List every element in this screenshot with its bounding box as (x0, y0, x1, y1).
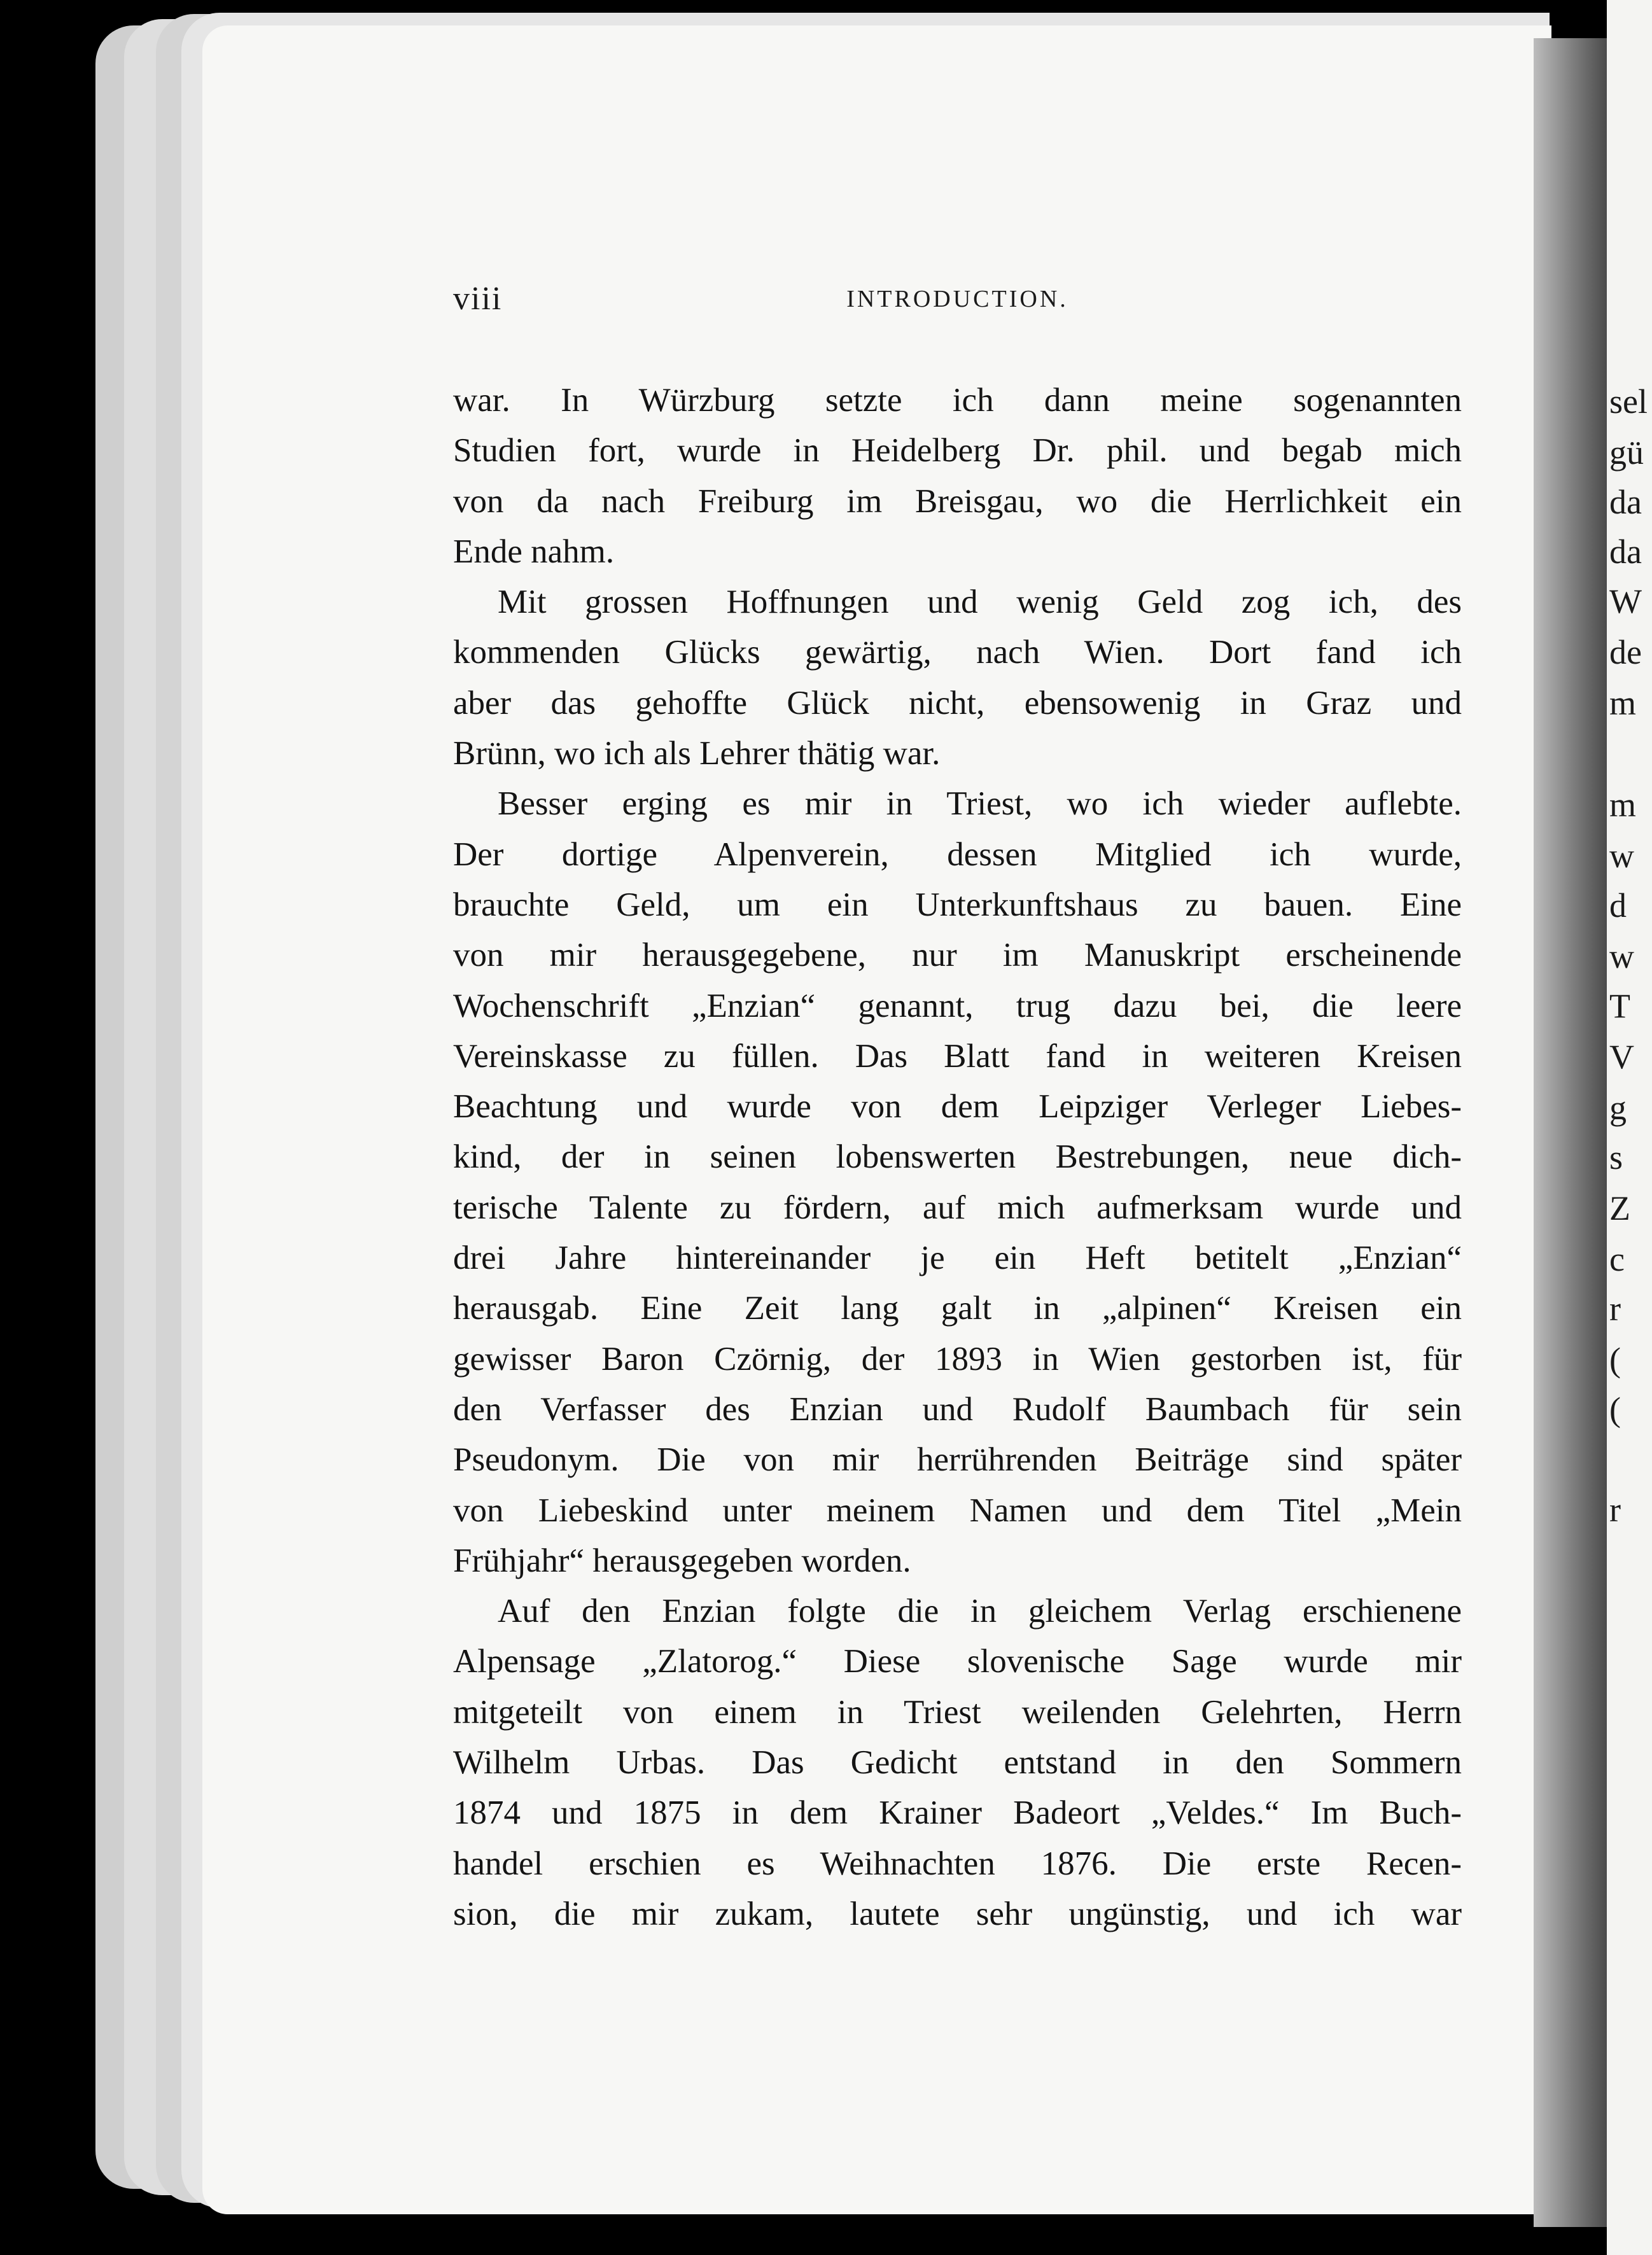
facing-page-fragment: V (1609, 1038, 1634, 1076)
facing-page-fragment: d (1609, 886, 1627, 925)
text-line: Beachtung und wurde von dem Leipziger Verleger Liebes- (453, 1088, 1462, 1126)
facing-page (1607, 0, 1652, 2255)
paragraph (453, 779, 1462, 1586)
facing-page-fragment: da (1609, 533, 1642, 571)
text-line: 1874 und 1875 in dem Krainer Badeort „Veldes.“ Im Buch- (453, 1794, 1462, 1832)
page-number: viii (453, 281, 503, 317)
facing-page-fragment: r (1609, 1290, 1621, 1328)
facing-page-fragment: r (1609, 1491, 1621, 1529)
facing-page-fragment: ( (1609, 1390, 1621, 1428)
text-line: Der dortige Alpenverein, dessen Mitglied ich wurde, (453, 835, 1462, 873)
facing-page-fragment: s (1609, 1138, 1623, 1176)
facing-page-fragment: da (1609, 483, 1642, 521)
text-line: Auf den Enzian folgte die in gleichem Verlag erschienene (498, 1593, 1462, 1630)
facing-page-fragment: T (1609, 987, 1630, 1025)
text-line: kind, der in seinen lobenswerten Bestrebungen, neue dich- (453, 1138, 1462, 1176)
text-line: herausgab. Eine Zeit lang galt in „alpinen“ Kreisen ein (453, 1290, 1462, 1327)
facing-page-fragment: W (1609, 582, 1642, 620)
text-line: Ende nahm. (453, 533, 615, 570)
facing-page-fragment: ( (1609, 1341, 1621, 1379)
text-line: Alpensage „Zlatorog.“ Diese slovenische Sage wurde mir (453, 1643, 1462, 1680)
text-line: von mir herausgegebene, nur im Manuskript erscheinende (453, 937, 1462, 974)
text-line: von da nach Freiburg im Breisgau, wo die Herrlichkeit ein (453, 482, 1462, 520)
text-line: aber das gehoffte Glück nicht, ebensowenig in Graz und (453, 684, 1462, 722)
text-line: Brünn, wo ich als Lehrer thätig war. (453, 735, 941, 772)
text-line: gewisser Baron Czörnig, der 1893 in Wien gestorben ist, für (453, 1340, 1462, 1378)
body-text (453, 375, 1462, 1939)
text-line: Wilhelm Urbas. Das Gedicht entstand in den Sommern (453, 1744, 1462, 1782)
facing-page-fragment: m (1609, 786, 1637, 824)
text-line: Studien fort, wurde in Heidelberg Dr. phil. und begab mich (453, 432, 1462, 470)
text-line: brauchte Geld, um ein Unterkunftshaus zu bauen. Eine (453, 886, 1462, 923)
text-line: Wochenschrift „Enzian“ genannt, trug dazu bei, die leere (453, 987, 1462, 1024)
text-line: mitgeteilt von einem in Triest weilenden Gelehrten, Herrn (453, 1693, 1462, 1731)
text-line: Besser erging es mir in Triest, wo ich wieder auflebte. (498, 785, 1462, 823)
text-line: Frühjahr“ herausgegeben worden. (453, 1542, 911, 1579)
chapter-title: INTRODUCTION. (846, 286, 1068, 312)
text-line: kommenden Glücks gewärtig, nach Wien. Dort fand ich (453, 634, 1462, 671)
facing-page-fragment: m (1609, 684, 1637, 722)
text-line: Mit grossen Hoffnungen und wenig Geld zog ich, des (498, 583, 1462, 621)
text-line: Pseudonym. Die von mir herrührenden Beiträge sind später (453, 1441, 1462, 1479)
facing-page-fragment: sel (1609, 382, 1648, 421)
paragraph (453, 1586, 1462, 1939)
text-line: von Liebeskind unter meinem Namen und dem Titel „Mein (453, 1491, 1462, 1529)
paragraph (453, 577, 1462, 779)
text-line: sion, die mir zukam, lautete sehr ungünstig, und ich war (453, 1895, 1462, 1932)
facing-page-fragment: w (1609, 937, 1634, 975)
paragraph (453, 375, 1462, 577)
facing-page-fragment: gü (1609, 433, 1644, 471)
text-line: Vereinskasse zu füllen. Das Blatt fand in weiteren Kreisen (453, 1037, 1462, 1075)
text-line: war. In Würzburg setzte ich dann meine sogenannten (453, 382, 1462, 419)
facing-page-fragment: Z (1609, 1189, 1630, 1227)
facing-page-fragment: g (1609, 1089, 1627, 1127)
running-head (453, 280, 1462, 318)
text-line: handel erschien es Weihnachten 1876. Die erste Recen- (453, 1845, 1462, 1882)
text-line: terische Talente zu fördern, auf mich aufmerksam wurde und (453, 1189, 1462, 1226)
text-line: drei Jahre hintereinander je ein Heft betitelt „Enzian“ (453, 1239, 1462, 1277)
facing-page-fragment: de (1609, 633, 1642, 671)
facing-page-fragment: w (1609, 837, 1634, 875)
text-line: den Verfasser des Enzian und Rudolf Baumbach für sein (453, 1390, 1462, 1428)
facing-page-fragment: c (1609, 1240, 1625, 1278)
